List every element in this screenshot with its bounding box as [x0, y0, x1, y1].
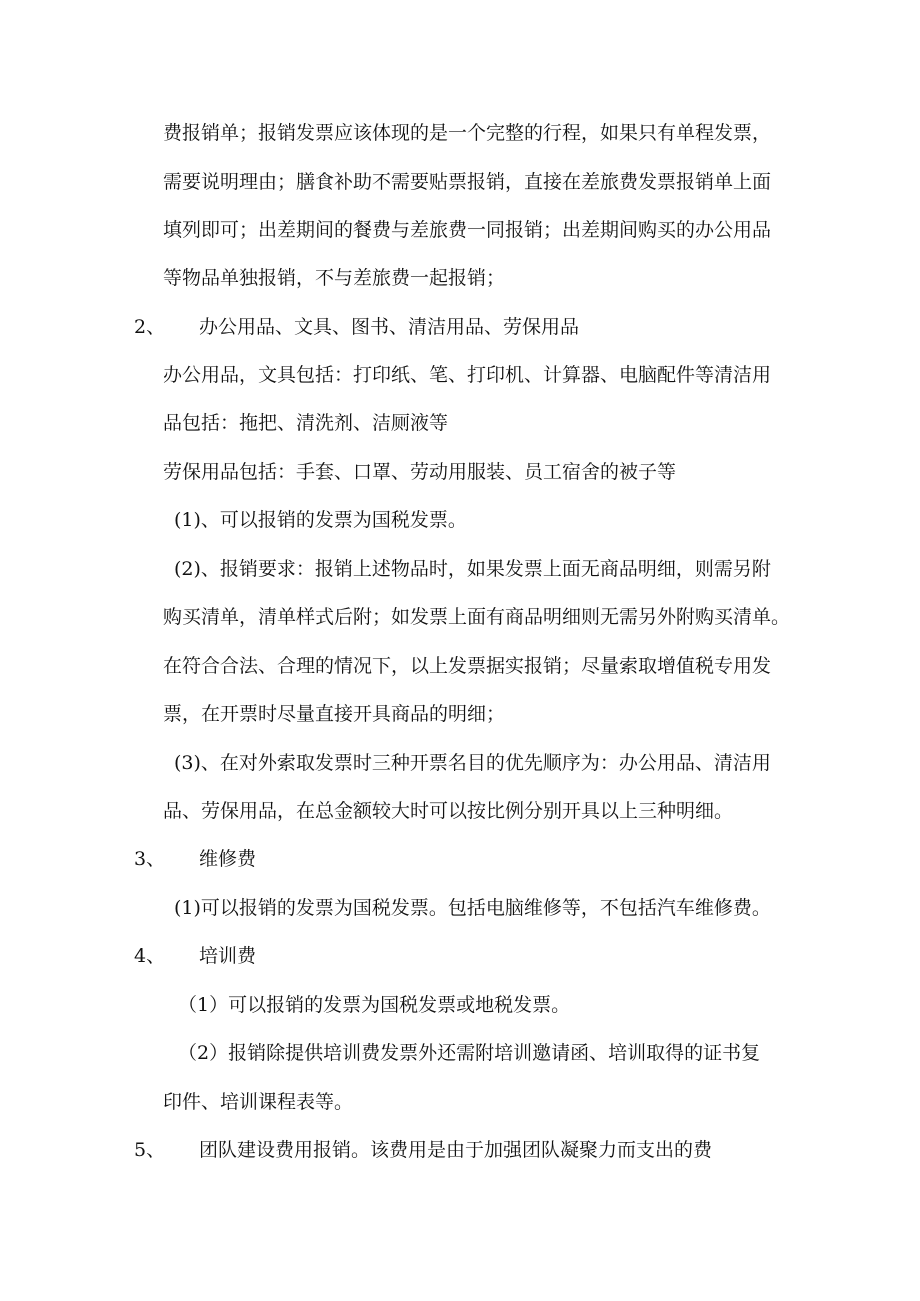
- section-number: 5、: [134, 1139, 166, 1161]
- section-heading: 培训费: [199, 945, 257, 967]
- text-line: 票，在开票时尽量直接开具商品的明细；: [163, 703, 506, 725]
- text-line: 印件、培训课程表等。: [163, 1091, 354, 1113]
- section-number: 4、: [134, 945, 166, 967]
- text-line: 在符合合法、合理的情况下，以上发票据实报销；尽量索取增值税专用发: [163, 655, 772, 677]
- text-line: 费报销单；报销发票应该体现的是一个完整的行程，如果只有单程发票，: [163, 122, 772, 144]
- text-line: 品、劳保用品，在总金额较大时可以按比例分别开具以上三种明细。: [163, 800, 734, 822]
- text-line: （1）可以报销的发票为国税发票或地税发票。: [178, 994, 571, 1016]
- text-line: 购买清单，清单样式后附；如发票上面有商品明细则无需另外附购买清单。: [163, 606, 791, 628]
- text-line: (1)可以报销的发票为国税发票。包括电脑维修等，不包括汽车维修费。: [174, 897, 771, 919]
- text-line: 办公用品，文具包括：打印纸、笔、打印机、计算器、电脑配件等清洁用: [163, 364, 772, 386]
- section-heading: 办公用品、文具、图书、清洁用品、劳保用品: [199, 316, 580, 338]
- text-line: (1)、可以报销的发票为国税发票。: [174, 509, 467, 531]
- section-number: 2、: [134, 316, 166, 338]
- text-line: (2)、报销要求：报销上述物品时，如果发票上面无商品明细，则需另附: [174, 558, 771, 580]
- text-line: 劳保用品包括：手套、口罩、劳动用服装、员工宿舍的被子等: [163, 461, 677, 483]
- text-line: （2）报销除提供培训费发票外还需附培训邀请函、培训取得的证书复: [178, 1042, 761, 1064]
- text-line: 需要说明理由；膳食补助不需要贴票报销，直接在差旅费发票报销单上面: [163, 171, 772, 193]
- section-heading: 维修费: [199, 848, 257, 870]
- text-line: 品包括：拖把、清洗剂、洁厕液等: [163, 412, 449, 434]
- section-heading: 团队建设费用报销。该费用是由于加强团队凝聚力而支出的费: [199, 1139, 713, 1161]
- text-line: 等物品单独报销，不与差旅费一起报销；: [163, 267, 506, 289]
- text-line: 填列即可；出差期间的餐费与差旅费一同报销；出差期间购买的办公用品: [163, 219, 772, 241]
- section-number: 3、: [134, 848, 166, 870]
- text-line: (3)、在对外索取发票时三种开票名目的优先顺序为：办公用品、清洁用: [174, 752, 771, 774]
